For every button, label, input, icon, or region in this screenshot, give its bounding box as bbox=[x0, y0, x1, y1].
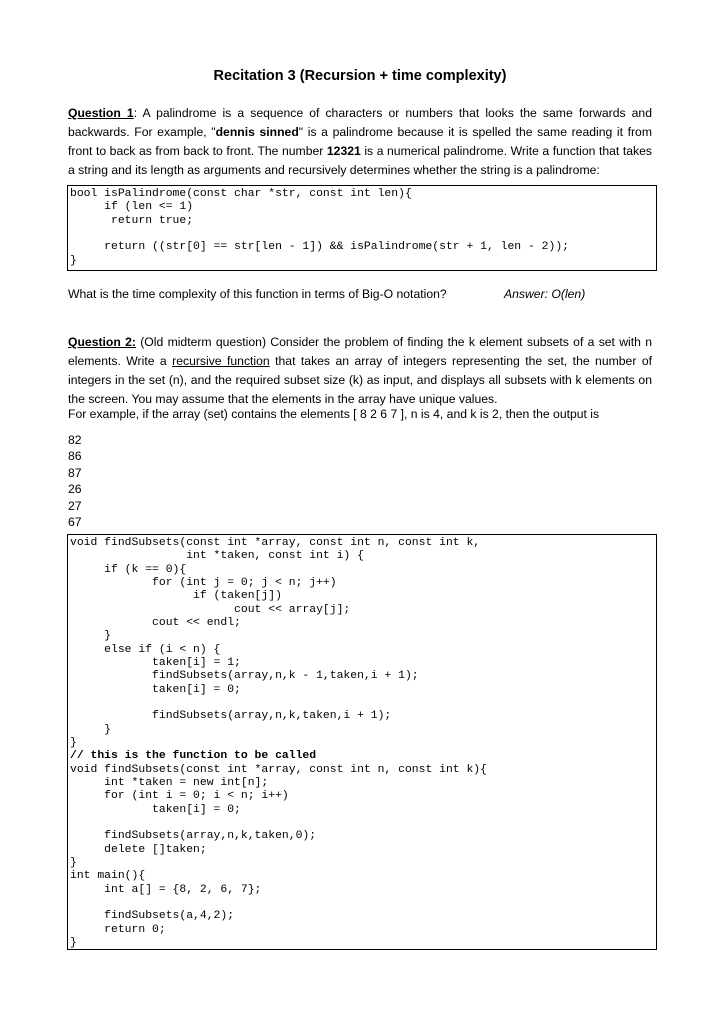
code-line: } bbox=[70, 936, 77, 949]
output-line: 67 bbox=[68, 514, 82, 529]
question-1-text bbox=[68, 104, 652, 180]
question-2-text-b: that takes an array of integers representing the set, the number of integers in the set (n), and the required subset size (k) as input, and displays all subsets with k elements on the screen. You may assume that the elements in the array have unique values. bbox=[68, 354, 652, 406]
output-line: 27 bbox=[68, 498, 82, 513]
code-line: } bbox=[70, 630, 112, 643]
output-line: 26 bbox=[68, 482, 82, 497]
output-line: 87 bbox=[68, 465, 82, 480]
code-line: int main(){ bbox=[70, 870, 146, 883]
code-line: if (taken[j]) bbox=[70, 590, 282, 603]
code-line: } bbox=[70, 254, 77, 267]
code-line: } bbox=[70, 736, 77, 749]
code-line: taken[i] = 0; bbox=[70, 803, 241, 816]
code-line: for (int i = 0; i < n; i++) bbox=[70, 790, 289, 803]
palindrome-example-number: 12321 bbox=[326, 144, 361, 158]
code-line: if (k == 0){ bbox=[70, 563, 187, 576]
question-1-text-c: is a numerical palindrome. Write a function that takes a string and its length as arguments and recursively determines whether the string is a palindrome: bbox=[68, 144, 653, 177]
code-comment: // this is the function to be called bbox=[70, 750, 317, 763]
code-line: return 0; bbox=[70, 923, 166, 936]
code-line: delete []taken; bbox=[70, 843, 207, 856]
question-2-label: Question 2: bbox=[68, 335, 136, 349]
code-block-findsubsets bbox=[67, 534, 657, 950]
question-1-text-b: " is a palindrome because it is spelled the same reading it from front to back as from back to front. The number bbox=[68, 125, 652, 158]
complexity-answer: Answer: O(len) bbox=[504, 287, 586, 301]
document-title: Recitation 3 (Recursion + time complexity) bbox=[213, 68, 507, 84]
code-line: return true; bbox=[70, 214, 194, 227]
code-line: findSubsets(a,4,2); bbox=[70, 910, 235, 923]
code-line: int *taken = new int[n]; bbox=[70, 776, 269, 789]
code-line: bool isPalindrome(const char *str, const int len){ bbox=[70, 188, 412, 200]
code-line: taken[i] = 0; bbox=[70, 683, 241, 696]
code-line: cout << array[j]; bbox=[70, 603, 351, 616]
output-line: 82 bbox=[68, 433, 82, 447]
question-2-text bbox=[68, 333, 652, 409]
question-1-text-a: : A palindrome is a sequence of characters or numbers that looks the same forwards and backwards. For example, " bbox=[68, 106, 652, 139]
code-line: taken[i] = 1; bbox=[70, 656, 241, 669]
recursive-function-term: recursive function bbox=[172, 354, 270, 368]
code-line: int a[] = {8, 2, 6, 7}; bbox=[70, 883, 262, 896]
code-line: for (int j = 0; j < n; j++) bbox=[70, 576, 337, 589]
example-sentence: For example, if the array (set) contains the elements [ 8 2 6 7 ], n is 4, and k is 2, then the output is bbox=[68, 407, 600, 421]
code-line: findSubsets(array,n,k - 1,taken,i + 1); bbox=[70, 670, 419, 683]
code-line: void findSubsets(const int *array, const int n, const int k, bbox=[70, 537, 481, 549]
code-line bbox=[70, 228, 656, 241]
complexity-question: What is the time complexity of this function in terms of Big-O notation? bbox=[68, 287, 447, 301]
question-2-text-a: (Old midterm question) Consider the problem of finding the k element subsets of a set with n elements. Write a bbox=[68, 335, 652, 368]
code-line: findSubsets(array,n,k,taken,0); bbox=[70, 830, 317, 843]
code-line bbox=[70, 817, 656, 830]
code-line: findSubsets(array,n,k,taken,i + 1); bbox=[70, 710, 392, 723]
code-line: } bbox=[70, 856, 77, 869]
code-line: cout << endl; bbox=[70, 616, 241, 629]
code-line: } bbox=[70, 723, 112, 736]
example-output-list bbox=[68, 432, 82, 530]
code-line: else if (i < n) { bbox=[70, 643, 221, 656]
code-line bbox=[70, 897, 656, 910]
question-1-label: Question 1 bbox=[68, 106, 134, 120]
output-line: 86 bbox=[68, 449, 82, 464]
code-line bbox=[70, 697, 656, 710]
code-line: void findSubsets(const int *array, const int n, const int k){ bbox=[70, 763, 487, 776]
code-line: int *taken, const int i) { bbox=[70, 550, 364, 563]
code-line: return ((str[0] == str[len - 1]) && isPalindrome(str + 1, len - 2)); bbox=[70, 241, 569, 254]
code-block-ispalindrome bbox=[67, 185, 657, 271]
code-line: if (len <= 1) bbox=[70, 201, 194, 214]
palindrome-example-text: dennis sinned bbox=[215, 125, 299, 139]
